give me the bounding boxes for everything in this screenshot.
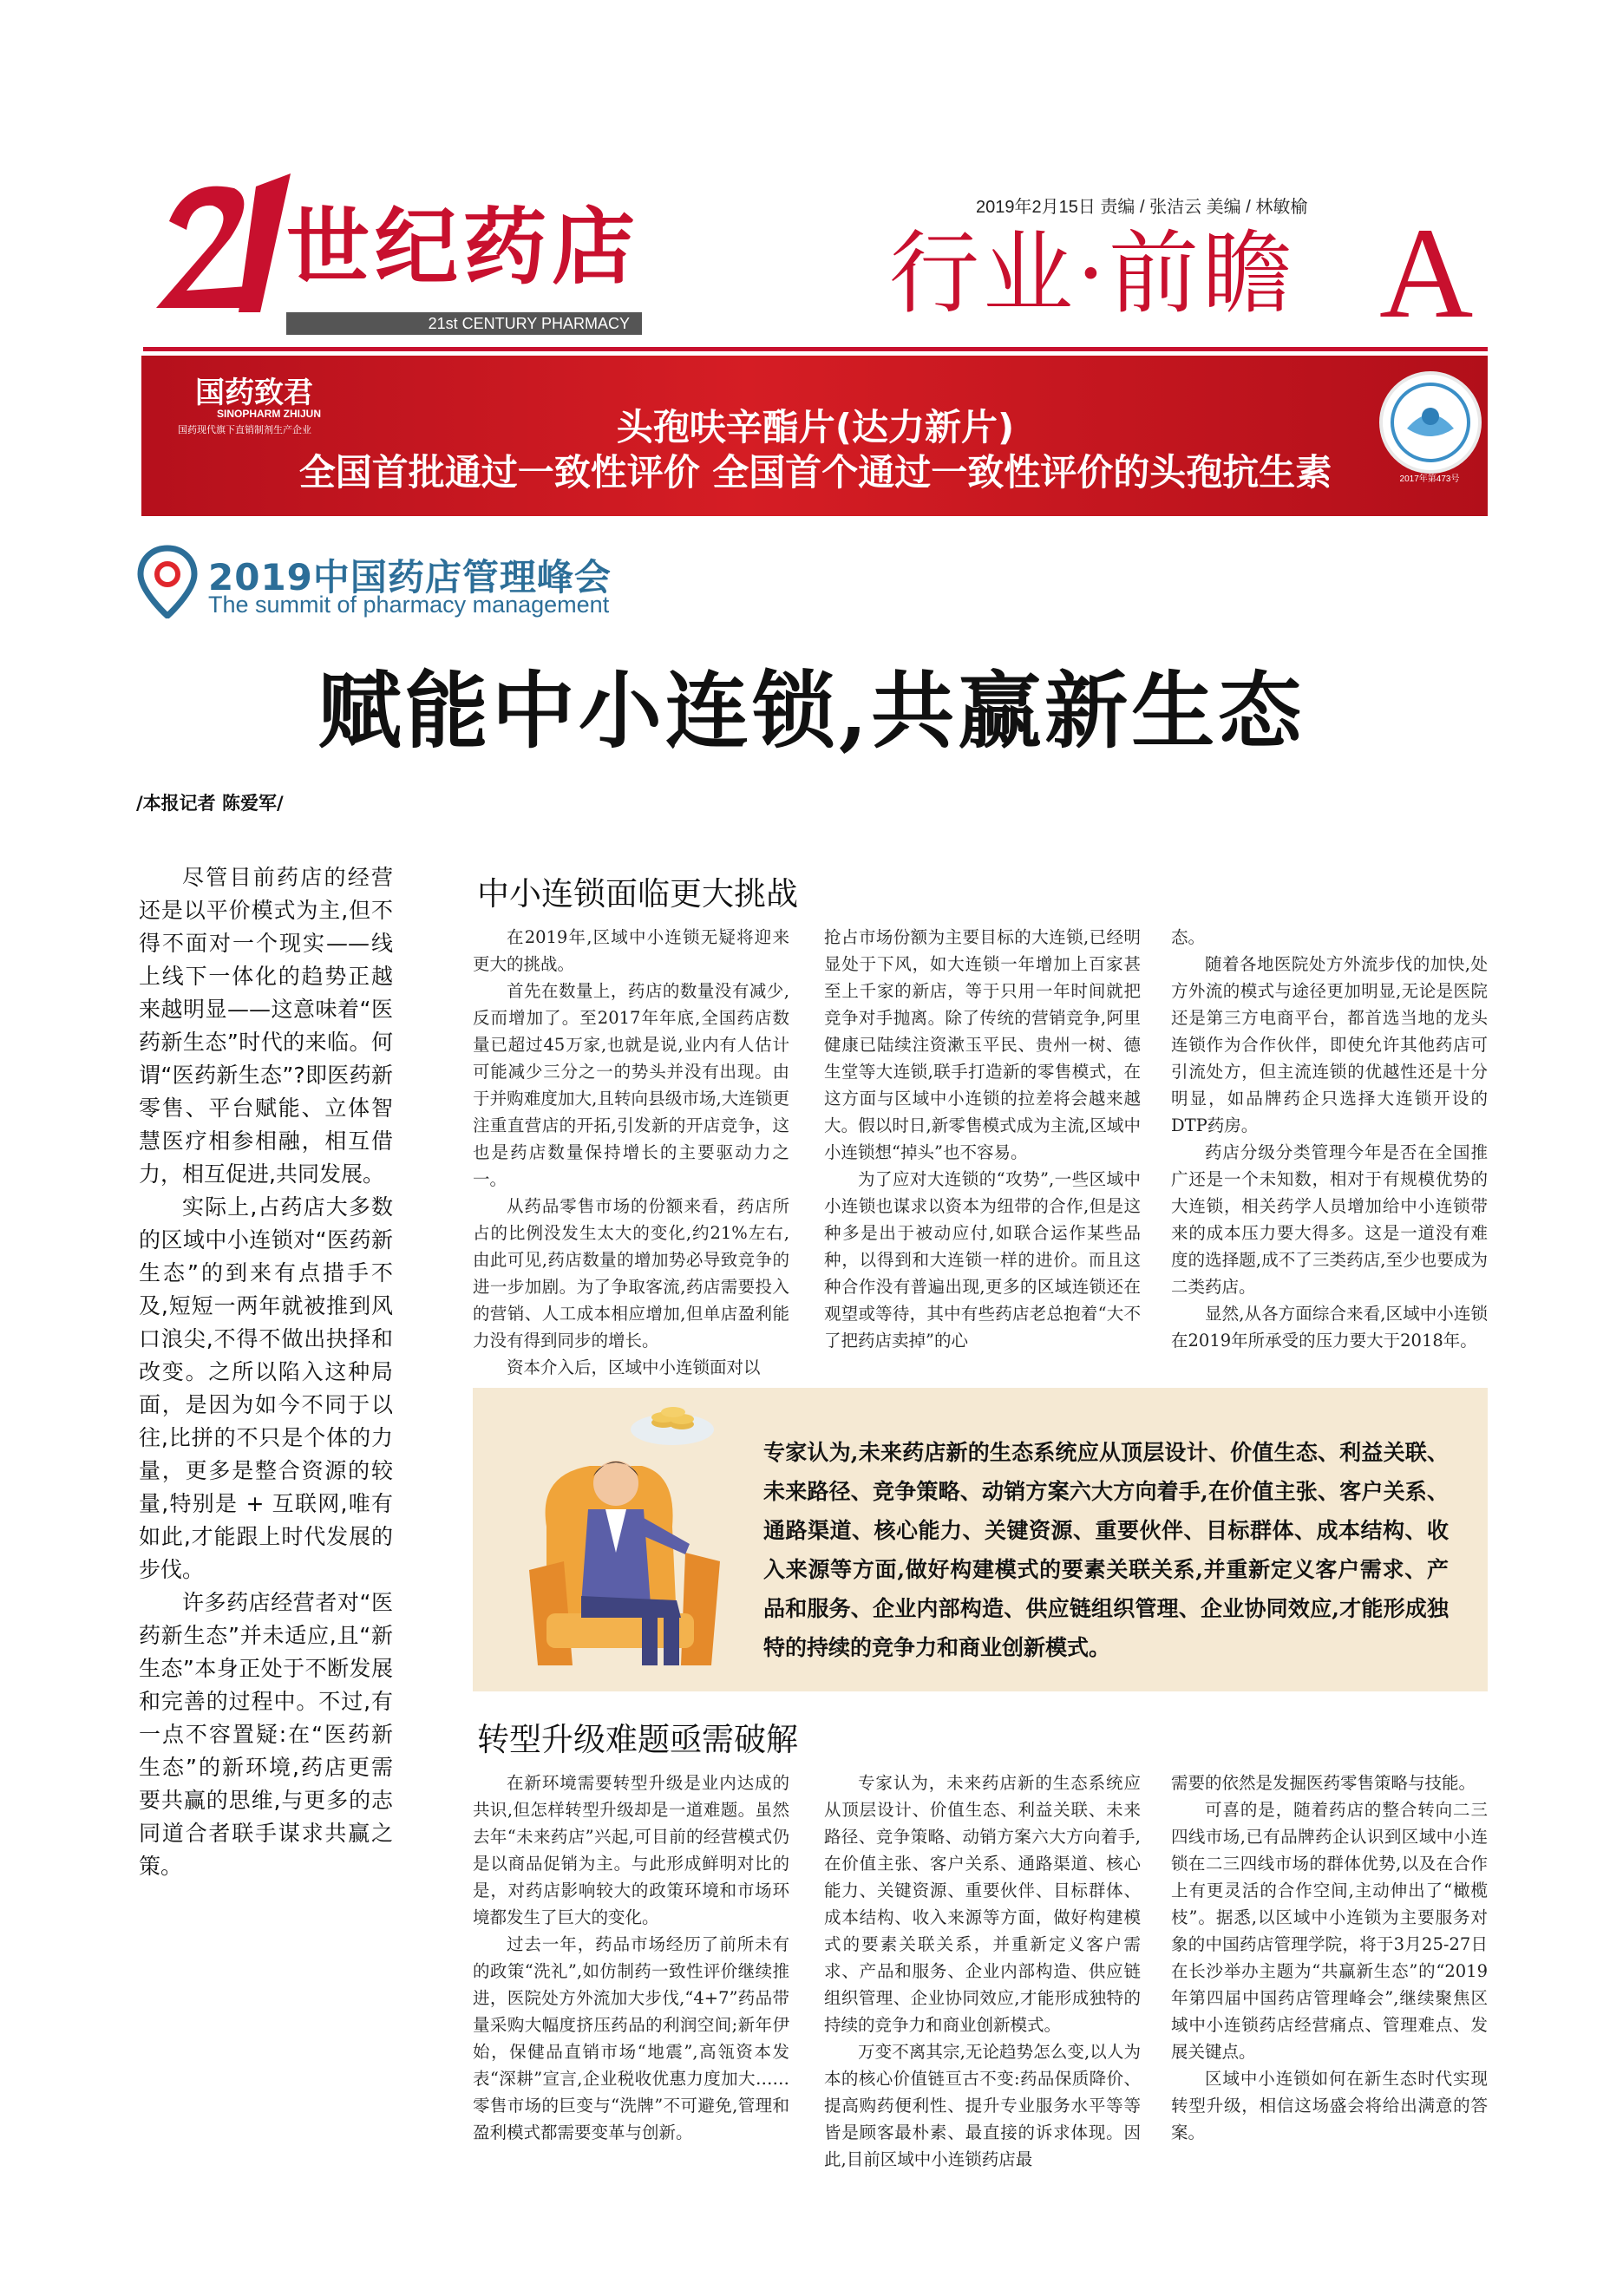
section2-col3 bbox=[1171, 1769, 1488, 2146]
paragraph: 在新环境需要转型升级是业内达成的共识,但怎样转型升级却是一道难题。虽然去年“未来药店”兴起,可目前的经营模式仍是以商品促销为主。与此形成鲜明对比的是，对药店影响较大的政策环境和市场环境都发生了巨大的变化。 bbox=[473, 1773, 789, 1927]
section-heading: 中小连锁面临更大挑战 bbox=[477, 875, 798, 913]
paragraph: 为了应对大连锁的“攻势”,一些区域中小连锁也谋求以资本为纽带的合作,但是这种多是出于被动应付,如联合运作某些品种，以得到和大连锁一样的进价。而且这种合作没有普遍出现,更多的区域连锁还在观望或等待，其中有些药店老总抱着“大不了把药店卖掉”的心 bbox=[824, 1169, 1141, 1351]
paragraph: 需要的依然是发掘医药零售策略与技能。 bbox=[1171, 1773, 1476, 1793]
section-letter: A bbox=[1379, 201, 1474, 345]
section1-col3 bbox=[1171, 924, 1488, 1354]
section1-col1 bbox=[473, 924, 789, 1381]
intro-paragraph: 许多药店经营者对“医药新生态”并未适应,且“新生态”本身正处于不断发展和完善的过程中。不过,有一点不容置疑:在“医药新生态”的新环境,药店更需要共赢的思维,与更多的志同道合者联手谋求共赢之策。 bbox=[139, 1590, 393, 1879]
article-headline: 赋能中小连锁,共赢新生态 bbox=[317, 662, 1306, 760]
paragraph: 过去一年，药品市场经历了前所未有的政策“洗礼”,如仿制药一致性评价继续推进，医院处方外流加大步伐,“4+7”药品带量采购大幅度挤压药品的利润空间;新年伊始，保健品直销市场“地震”,高瓴资本发表“深耕”宣言,企业税收优惠力度加大……零售市场的巨变与“洗牌”不可避免,管理和盈利模式都需要变革与创新。 bbox=[473, 1934, 789, 2142]
masthead-title: 世纪药店 bbox=[286, 198, 640, 296]
banner-product: 头孢呋辛酯片(达力新片) bbox=[616, 406, 1015, 448]
paragraph: 区域中小连锁如何在新生态时代实现转型升级，相信这场盛会将给出满意的答案。 bbox=[1171, 2069, 1488, 2142]
section2-col1 bbox=[473, 1769, 789, 2146]
byline: /本报记者 陈爱军/ bbox=[136, 793, 284, 814]
certification-badge-icon bbox=[1379, 371, 1482, 474]
businessman-illustration bbox=[512, 1423, 746, 1683]
paragraph: 药店分级分类管理今年是否在全国推广还是一个未知数，相对于有规模优势的大连锁，相关药学人员增加给中小连锁带来的成本压力要大得多。这是一道没有难度的选择题,成不了三类药店,至少也要成为二类药店。 bbox=[1171, 1142, 1488, 1297]
pull-quote: 专家认为,未来药店新的生态系统应从顶层设计、价值生态、利益关联、未来路径、竞争策略、动销方案六大方向着手,在价值主张、客户关系、通路渠道、核心能力、关键资源、重要伙伴、目标群体、成本结构、收入来源等方面,做好构建模式的要素关联关系,并重新定义客户需求、产品和服务、企业内部构造、供应链组织管理、企业协同效应,才能形成独特的持续的竞争力和商业创新模式。 bbox=[763, 1440, 1449, 1660]
paragraph: 在2019年,区域中小连锁无疑将迎来更大的挑战。 bbox=[473, 927, 789, 974]
paragraph: 专家认为，未来药店新的生态系统应从顶层设计、价值生态、利益关联、未来路径、竞争策略、动销方案六大方向着手,在价值主张、客户关系、通路渠道、核心能力、关键资源、重要伙伴、目标群体、成本结构、收入来源等方面，做好构建模式的要素关联关系，并重新定义客户需求、产品和服务、企业内部构造、供应链组织管理、企业协同效应,才能形成独特的持续的竞争力和商业创新模式。 bbox=[824, 1773, 1141, 2035]
paragraph: 从药品零售市场的份额来看，药店所占的比例没发生太大的变化,约21%左右,由此可见,药店数量的增加势必导致竞争的进一步加剧。为了争取客流,药店需要投入的营销、人工成本相应增加,但单店盈利能力没有得到同步的增长。 bbox=[473, 1196, 789, 1351]
banner-brand-sub: 国药现代旗下直销制剂生产企业 bbox=[178, 424, 311, 435]
badge-note: 2017年第473号 bbox=[1399, 474, 1460, 484]
intro-paragraph: 尽管目前药店的经营还是以平价模式为主,但不得不面对一个现实——线上线下一体化的趋势正越来越明显——这意味着“医药新生态”时代的来临。何谓“医药新生态”?即医药新零售、平台赋能、立体智慧医疗相参相融，相互借力，相互促进,共同发展。 bbox=[139, 865, 393, 1187]
logo-21 bbox=[152, 169, 299, 317]
intro-paragraph: 实际上,占药店大多数的区域中小连锁对“医药新生态”的到来有点措手不及,短短一两年就被推到风口浪尖,不得不做出抉择和改变。之所以陷入这种局面，是因为如今不同于以往,比拼的不只是个体的力量，更多是整合资源的较量,特别是 + 互联网,唯有如此,才能跟上时代发展的步伐。 bbox=[139, 1194, 393, 1582]
paragraph: 可喜的是，随着药店的整合转向二三四线市场,已有品牌药企认识到区域中小连锁在二三四线市场的群体优势,以及在合作上有更灵活的合作空间,主动伸出了“橄榄枝”。据悉,以区域中小连锁为主要服务对象的中国药店管理学院，将于3月25-27日在长沙举办主题为“共赢新生态”的“2019年第四届中国药店管理峰会”,继续聚焦区域中小连锁药店经营痛点、管理难点、发展关键点。 bbox=[1171, 1800, 1488, 2062]
location-pin-icon bbox=[137, 545, 198, 618]
paragraph: 抢占市场份额为主要目标的大连锁,已经明显处于下风，如大连锁一年增加上百家甚至上千家的新店，等于只用一年时间就把竞争对手抛离。除了传统的营销竞争,阿里健康已陆续注资漱玉平民、贵州一树、德生堂等大连锁,联手打造新的零售模式，在这方面与区域中小连锁的拉差将会越来越大。假以时日,新零售模式成为主流,区域中小连锁想“掉头”也不容易。 bbox=[824, 927, 1141, 1162]
section-heading: 转型升级难题亟需破解 bbox=[477, 1721, 798, 1758]
section-title: 行业·前瞻 bbox=[889, 220, 1297, 326]
section1-col2 bbox=[824, 924, 1141, 1354]
paragraph: 态。 bbox=[1171, 927, 1206, 947]
intro-column bbox=[139, 861, 393, 1883]
masthead-rule bbox=[143, 347, 1488, 351]
summit-title-en: The summit of pharmacy management bbox=[208, 592, 610, 618]
masthead-subtitle: 21st CENTURY PHARMACY bbox=[286, 312, 642, 335]
paragraph: 资本介入后，区域中小连锁面对以 bbox=[507, 1357, 761, 1377]
banner-brand-en: SINOPHARM ZHIJUN bbox=[217, 408, 322, 420]
summit-title: 2019中国药店管理峰会 bbox=[208, 556, 612, 599]
paragraph: 显然,从各方面综合来看,区域中小连锁在2019年所承受的压力要大于2018年。 bbox=[1171, 1304, 1488, 1351]
paragraph: 随着各地医院处方外流步伐的加快,处方外流的模式与途径更加明显,无论是医院还是第三方电商平台，都首选当地的龙头连锁作为合作伙伴，即使允许其他药店可引流处方，但主流连锁的优越性还是十分明显，如品牌药企只选择大连锁开设的DTP药房。 bbox=[1171, 954, 1488, 1135]
banner-claim: 全国首批通过一致性评价 全国首个通过一致性评价的头孢抗生素 bbox=[298, 451, 1332, 494]
banner-brand: 国药致君 bbox=[195, 376, 313, 410]
paragraph: 首先在数量上，药店的数量没有减少,反而增加了。至2017年年底,全国药店数量已超过45万家,也就是说,业内有人估计可能减少三分之一的势头并没有出现。由于并购难度加大,且转向县级市场,大连锁更注重直营店的开拓,引发新的开店竞争，这也是药店数量保持增长的主要驱动力之一。 bbox=[473, 981, 789, 1189]
paragraph: 万变不离其宗,无论趋势怎么变,以人为本的核心价值链亘古不变:药品保质降价、提高购药便利性、提升专业服务水平等等皆是顾客最朴素、最直接的诉求体现。因此,目前区域中小连锁药店最 bbox=[824, 2042, 1141, 2169]
date-line: 2019年2月15日 责编 / 张洁云 美编 / 林敏榆 bbox=[976, 198, 1308, 217]
section2-col2 bbox=[824, 1769, 1141, 2173]
